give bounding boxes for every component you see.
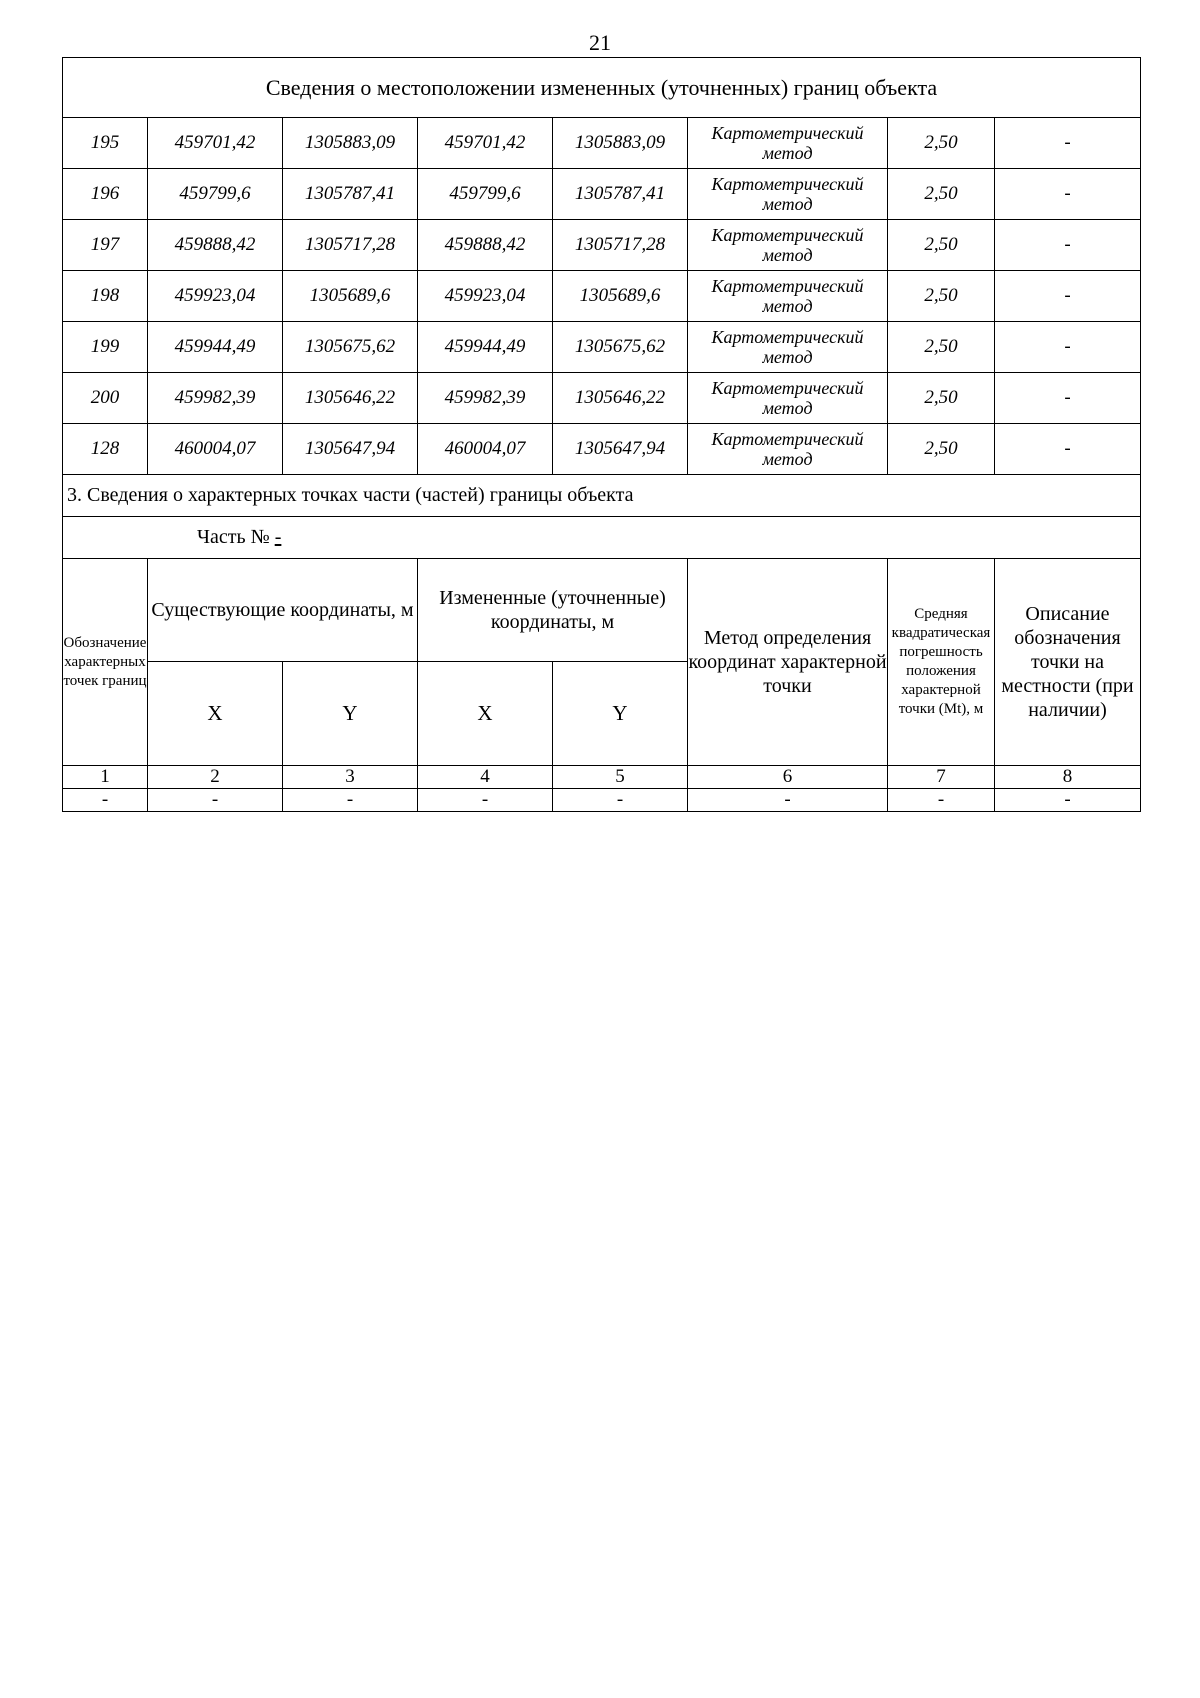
x-changed-cell: 459701,42 (418, 118, 553, 169)
x-changed-cell: 459944,49 (418, 322, 553, 373)
column-number: 4 (418, 766, 553, 789)
y-existing-cell: 1305646,22 (283, 373, 418, 424)
description-cell: - (995, 220, 1141, 271)
error-cell: 2,50 (888, 220, 995, 271)
x-existing-cell: 459923,04 (148, 271, 283, 322)
x-changed-cell: 459888,42 (418, 220, 553, 271)
x-changed-cell: 460004,07 (418, 424, 553, 475)
table-title: Сведения о местоположении измененных (уточненных) границ объекта (63, 58, 1141, 118)
x-existing-cell: 459944,49 (148, 322, 283, 373)
y-changed-cell: 1305717,28 (553, 220, 688, 271)
empty-cell: - (283, 789, 418, 812)
method-cell: Картометрический метод (688, 220, 888, 271)
header-x: X (148, 662, 283, 766)
column-number: 8 (995, 766, 1141, 789)
header-y: Y (553, 662, 688, 766)
column-number: 7 (888, 766, 995, 789)
table-row (63, 271, 1141, 322)
point-id-cell: 199 (63, 322, 148, 373)
header-changed: Измененные (уточненные) координаты, м (418, 559, 688, 662)
column-number-row (63, 766, 1141, 789)
empty-cell: - (418, 789, 553, 812)
empty-cell: - (553, 789, 688, 812)
method-cell: Картометрический метод (688, 271, 888, 322)
error-cell: 2,50 (888, 271, 995, 322)
y-existing-cell: 1305883,09 (283, 118, 418, 169)
point-id-cell: 200 (63, 373, 148, 424)
x-existing-cell: 459701,42 (148, 118, 283, 169)
table-row (63, 220, 1141, 271)
empty-cell: - (688, 789, 888, 812)
table-row (63, 789, 1141, 812)
point-id-cell: 198 (63, 271, 148, 322)
error-cell: 2,50 (888, 169, 995, 220)
empty-cell: - (995, 789, 1141, 812)
y-existing-cell: 1305647,94 (283, 424, 418, 475)
y-changed-cell: 1305675,62 (553, 322, 688, 373)
description-cell: - (995, 322, 1141, 373)
section-3-title: 3. Сведения о характерных точках части (частей) границы объекта (63, 475, 1141, 517)
header-method: Метод определения координат характерной точки (688, 559, 888, 766)
x-existing-cell: 459888,42 (148, 220, 283, 271)
y-changed-cell: 1305689,6 (553, 271, 688, 322)
table-row (63, 118, 1141, 169)
description-cell: - (995, 271, 1141, 322)
column-number: 1 (63, 766, 148, 789)
description-cell: - (995, 424, 1141, 475)
empty-cell: - (148, 789, 283, 812)
y-existing-cell: 1305717,28 (283, 220, 418, 271)
part-number: - (274, 526, 282, 548)
description-cell: - (995, 118, 1141, 169)
header-existing: Существующие координаты, м (148, 559, 418, 662)
method-cell: Картометрический метод (688, 373, 888, 424)
point-id-cell: 195 (63, 118, 148, 169)
x-changed-cell: 459923,04 (418, 271, 553, 322)
error-cell: 2,50 (888, 424, 995, 475)
description-cell: - (995, 373, 1141, 424)
method-cell: Картометрический метод (688, 322, 888, 373)
column-number: 2 (148, 766, 283, 789)
column-number: 6 (688, 766, 888, 789)
header-y: Y (283, 662, 418, 766)
empty-cell: - (63, 789, 148, 812)
column-number: 3 (283, 766, 418, 789)
method-cell: Картометрический метод (688, 169, 888, 220)
x-existing-cell: 459799,6 (148, 169, 283, 220)
column-number: 5 (553, 766, 688, 789)
header-error: Средняя квадратическая погрешность положения характерной точки (Mt), м (888, 559, 995, 766)
empty-cell: - (888, 789, 995, 812)
y-changed-cell: 1305883,09 (553, 118, 688, 169)
error-cell: 2,50 (888, 373, 995, 424)
error-cell: 2,50 (888, 118, 995, 169)
point-id-cell: 197 (63, 220, 148, 271)
error-cell: 2,50 (888, 322, 995, 373)
table-row (63, 424, 1141, 475)
page-number: 21 (589, 30, 611, 55)
table-row (63, 373, 1141, 424)
point-id-cell: 196 (63, 169, 148, 220)
y-changed-cell: 1305647,94 (553, 424, 688, 475)
description-cell: - (995, 169, 1141, 220)
part-row (63, 517, 1141, 559)
method-cell: Картометрический метод (688, 118, 888, 169)
x-changed-cell: 459982,39 (418, 373, 553, 424)
x-existing-cell: 460004,07 (148, 424, 283, 475)
x-existing-cell: 459982,39 (148, 373, 283, 424)
header-point: Обозначение характерных точек границ (63, 559, 148, 766)
y-existing-cell: 1305787,41 (283, 169, 418, 220)
part-label: Часть № (197, 526, 275, 548)
x-changed-cell: 459799,6 (418, 169, 553, 220)
header-description: Описание обозначения точки на местности (при наличии) (995, 559, 1141, 766)
y-changed-cell: 1305787,41 (553, 169, 688, 220)
section-row (63, 475, 1141, 517)
y-changed-cell: 1305646,22 (553, 373, 688, 424)
header-x: X (418, 662, 553, 766)
part-cell (63, 517, 1141, 559)
header-row (63, 559, 1141, 662)
point-id-cell: 128 (63, 424, 148, 475)
table-row (63, 169, 1141, 220)
boundary-table (62, 57, 1141, 812)
y-existing-cell: 1305675,62 (283, 322, 418, 373)
method-cell: Картометрический метод (688, 424, 888, 475)
y-existing-cell: 1305689,6 (283, 271, 418, 322)
table-row (63, 322, 1141, 373)
